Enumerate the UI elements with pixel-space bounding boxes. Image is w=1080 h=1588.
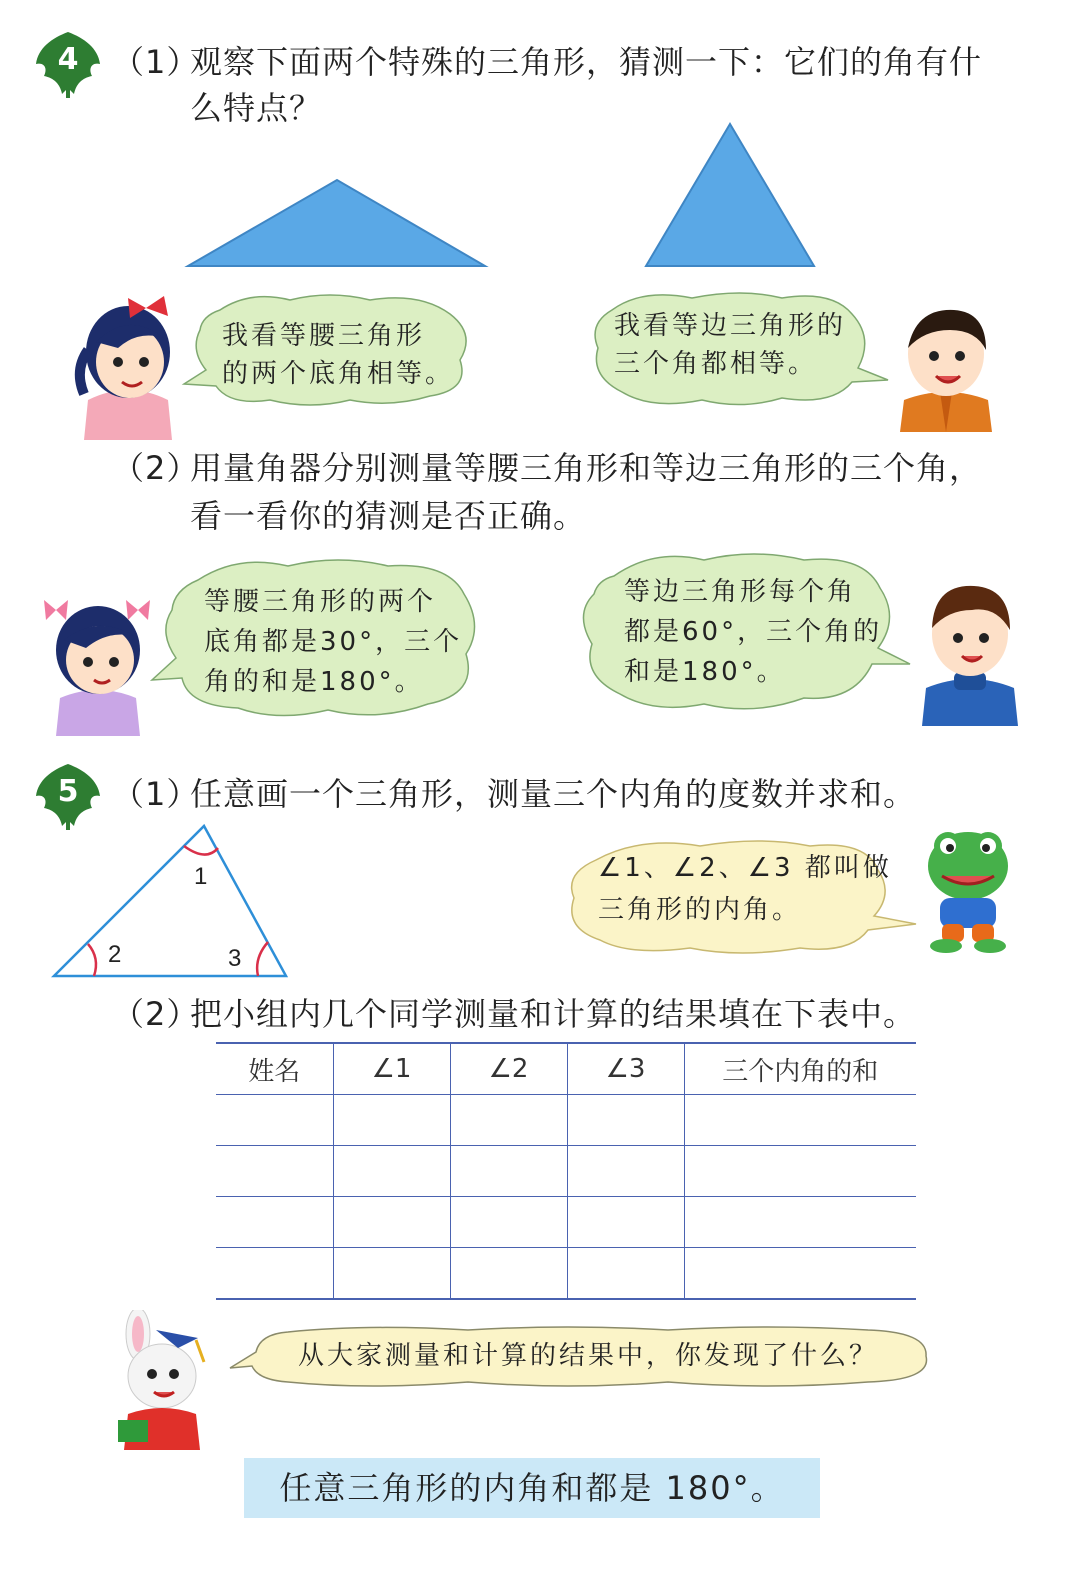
angle-2-label: 2 (108, 941, 122, 968)
table-cell[interactable] (567, 1248, 684, 1300)
table-row (216, 1248, 916, 1300)
bubble-frog-line1: ∠1、∠2、∠3 都叫做 (598, 853, 892, 883)
bubble-boy-1-line2: 三个角都相等。 (614, 349, 818, 379)
problem4-part2-line1: 用量角器分别测量等腰三角形和等边三角形的三个角， (190, 449, 983, 487)
header-angle-2: ∠2 (450, 1043, 567, 1095)
table-cell[interactable] (450, 1248, 567, 1300)
table-cell[interactable] (450, 1095, 567, 1146)
bubble-frog-line2: 三角形的内角。 (598, 895, 802, 925)
problem4-number: 4 (57, 42, 79, 77)
bubble-boy-1-line1: 我看等边三角形的 (614, 311, 847, 341)
table-row (216, 1095, 916, 1146)
boy-character-2 (914, 576, 1026, 726)
table-cell[interactable] (684, 1095, 916, 1146)
girl-character-1 (68, 290, 188, 440)
problem5-part2-marker: （2） (112, 995, 200, 1033)
table-row (216, 1197, 916, 1248)
table-cell[interactable] (216, 1146, 333, 1197)
table-cell[interactable] (450, 1146, 567, 1197)
angle-1-arc (184, 846, 218, 855)
header-name: 姓名 (216, 1043, 333, 1095)
table-cell[interactable] (684, 1197, 916, 1248)
rabbit-character (108, 1310, 214, 1458)
bubble-boy-2-line3: 和是180°。 (624, 657, 786, 687)
bubble-girl-2-line1: 等腰三角形的两个 (204, 587, 437, 617)
angle-1-label: 1 (194, 863, 208, 890)
table-cell[interactable] (216, 1248, 333, 1300)
table-cell[interactable] (333, 1197, 450, 1248)
isosceles-triangle (180, 170, 490, 270)
problem5-part2-text: 把小组内几个同学测量和计算的结果填在下表中。 (190, 995, 917, 1033)
equilateral-triangle (640, 118, 820, 270)
bubble-girl-2-line2: 底角都是30°，三个 (204, 627, 463, 657)
angle-2-arc (88, 944, 96, 976)
scalene-triangle-diagram (48, 818, 298, 982)
table-cell[interactable] (684, 1146, 916, 1197)
header-angle-sum: 三个内角的和 (684, 1043, 916, 1095)
table-cell[interactable] (684, 1248, 916, 1300)
boy-character-1 (890, 300, 1002, 432)
problem4-part1-line2: 么特点？ (190, 89, 323, 127)
table-cell[interactable] (333, 1095, 450, 1146)
bubble-rabbit-text: 从大家测量和计算的结果中，你发现了什么？ (298, 1341, 879, 1371)
problem4-part2-line2: 看一看你的猜测是否正确。 (190, 497, 587, 535)
angle-3-arc (257, 942, 268, 976)
table-cell[interactable] (216, 1197, 333, 1248)
angle-3-label: 3 (228, 945, 242, 972)
bubble-girl-2-line3: 角的和是180°。 (204, 667, 424, 697)
table-cell[interactable] (567, 1095, 684, 1146)
table-cell[interactable] (450, 1197, 567, 1248)
problem4-part2-marker: （2） (112, 449, 200, 487)
header-angle-1: ∠1 (333, 1043, 450, 1095)
frog-character (918, 826, 1018, 954)
table-cell[interactable] (333, 1248, 450, 1300)
bubble-girl-1-line2: 的两个底角相等。 (222, 359, 455, 389)
results-table (216, 1042, 916, 1300)
problem4-part1-line1: 观察下面两个特殊的三角形，猜测一下：它们的角有什 (190, 43, 983, 81)
header-angle-3: ∠3 (567, 1043, 684, 1095)
bubble-boy-2-line2: 都是60°，三个角的 (624, 617, 883, 647)
bubble-girl-1-line1: 我看等腰三角形 (222, 321, 426, 351)
girl-character-2 (38, 590, 158, 736)
problem5-part1-text: 任意画一个三角形，测量三个内角的度数并求和。 (190, 775, 917, 813)
table-header-row (216, 1043, 916, 1095)
problem5-part1-marker: （1） (112, 775, 200, 813)
bubble-boy-2-line1: 等边三角形每个角 (624, 577, 857, 607)
table-cell[interactable] (333, 1146, 450, 1197)
conclusion-box: 任意三角形的内角和都是 180°。 (244, 1458, 820, 1518)
table-cell[interactable] (567, 1146, 684, 1197)
table-row (216, 1146, 916, 1197)
table-cell[interactable] (567, 1197, 684, 1248)
table-cell[interactable] (216, 1095, 333, 1146)
problem5-number: 5 (57, 774, 79, 809)
problem4-leaf-badge (32, 28, 104, 100)
problem4-part1-marker: （1） (112, 43, 200, 81)
